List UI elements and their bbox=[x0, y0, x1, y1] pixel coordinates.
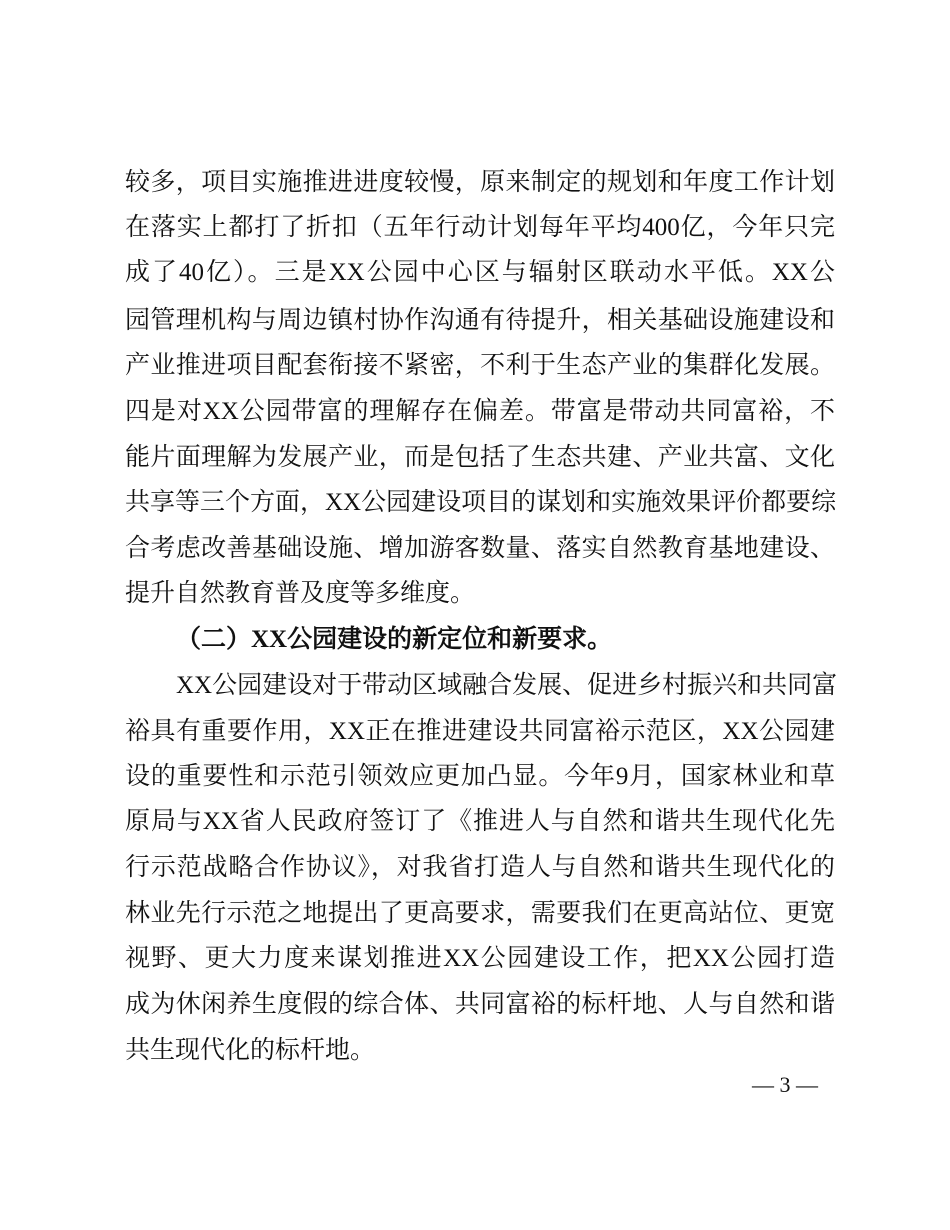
body-text-line: 设的重要性和示范引领效应更加凸显。今年9月，国家林业和草 bbox=[125, 763, 835, 790]
body-text-line: 共生现代化的标杆地。 bbox=[125, 1037, 376, 1064]
body-text-line: 提升自然教育普及度等多维度。 bbox=[125, 580, 476, 607]
body-text-line: 成了40亿）。三是XX公园中心区与辐射区联动水平低。XX公 bbox=[125, 259, 835, 286]
body-text-line: 四是对XX公园带富的理解存在偏差。带富是带动共同富裕，不 bbox=[125, 398, 835, 425]
body-text-line: 林业先行示范之地提出了更高要求，需要我们在更高站位、更宽 bbox=[125, 900, 835, 927]
section-heading: （二）XX公园建设的新定位和新要求。 bbox=[176, 626, 613, 653]
body-text-line: 视野、更大力度来谋划推进XX公园建设工作，把XX公园打造 bbox=[125, 945, 835, 972]
body-text-line: 成为休闲养生度假的综合体、共同富裕的标杆地、人与自然和谐 bbox=[125, 991, 835, 1018]
body-text-line: 园管理机构与周边镇村协作沟通有待提升，相关基础设施建设和 bbox=[125, 307, 835, 334]
body-text-line: 合考虑改善基础设施、增加游客数量、落实自然教育基地建设、 bbox=[125, 535, 835, 562]
body-text-line: 行示范战略合作协议》，对我省打造人与自然和谐共生现代化的 bbox=[125, 854, 835, 881]
body-text-line: 较多，项目实施推进进度较慢，原来制定的规划和年度工作计划 bbox=[125, 169, 835, 196]
body-text-line: 能片面理解为发展产业，而是包括了生态共建、产业共富、文化 bbox=[125, 444, 835, 471]
body-text-line: 裕具有重要作用，XX正在推进建设共同富裕示范区，XX公园建 bbox=[125, 718, 835, 745]
body-text-line: XX公园建设对于带动区域融合发展、促进乡村振兴和共同富 bbox=[176, 672, 838, 699]
body-text-line: 原局与XX省人民政府签订了《推进人与自然和谐共生现代化先 bbox=[125, 808, 835, 835]
body-text-line: 共享等三个方面，XX公园建设项目的谋划和实施效果评价都要综 bbox=[125, 489, 837, 516]
body-text-line: 在落实上都打了折扣（五年行动计划每年平均400亿，今年只完 bbox=[125, 214, 835, 241]
body-text-line: 产业推进项目配套衔接不紧密，不利于生态产业的集群化发展。 bbox=[125, 352, 835, 379]
page-number: — 3 — bbox=[752, 1072, 818, 1097]
